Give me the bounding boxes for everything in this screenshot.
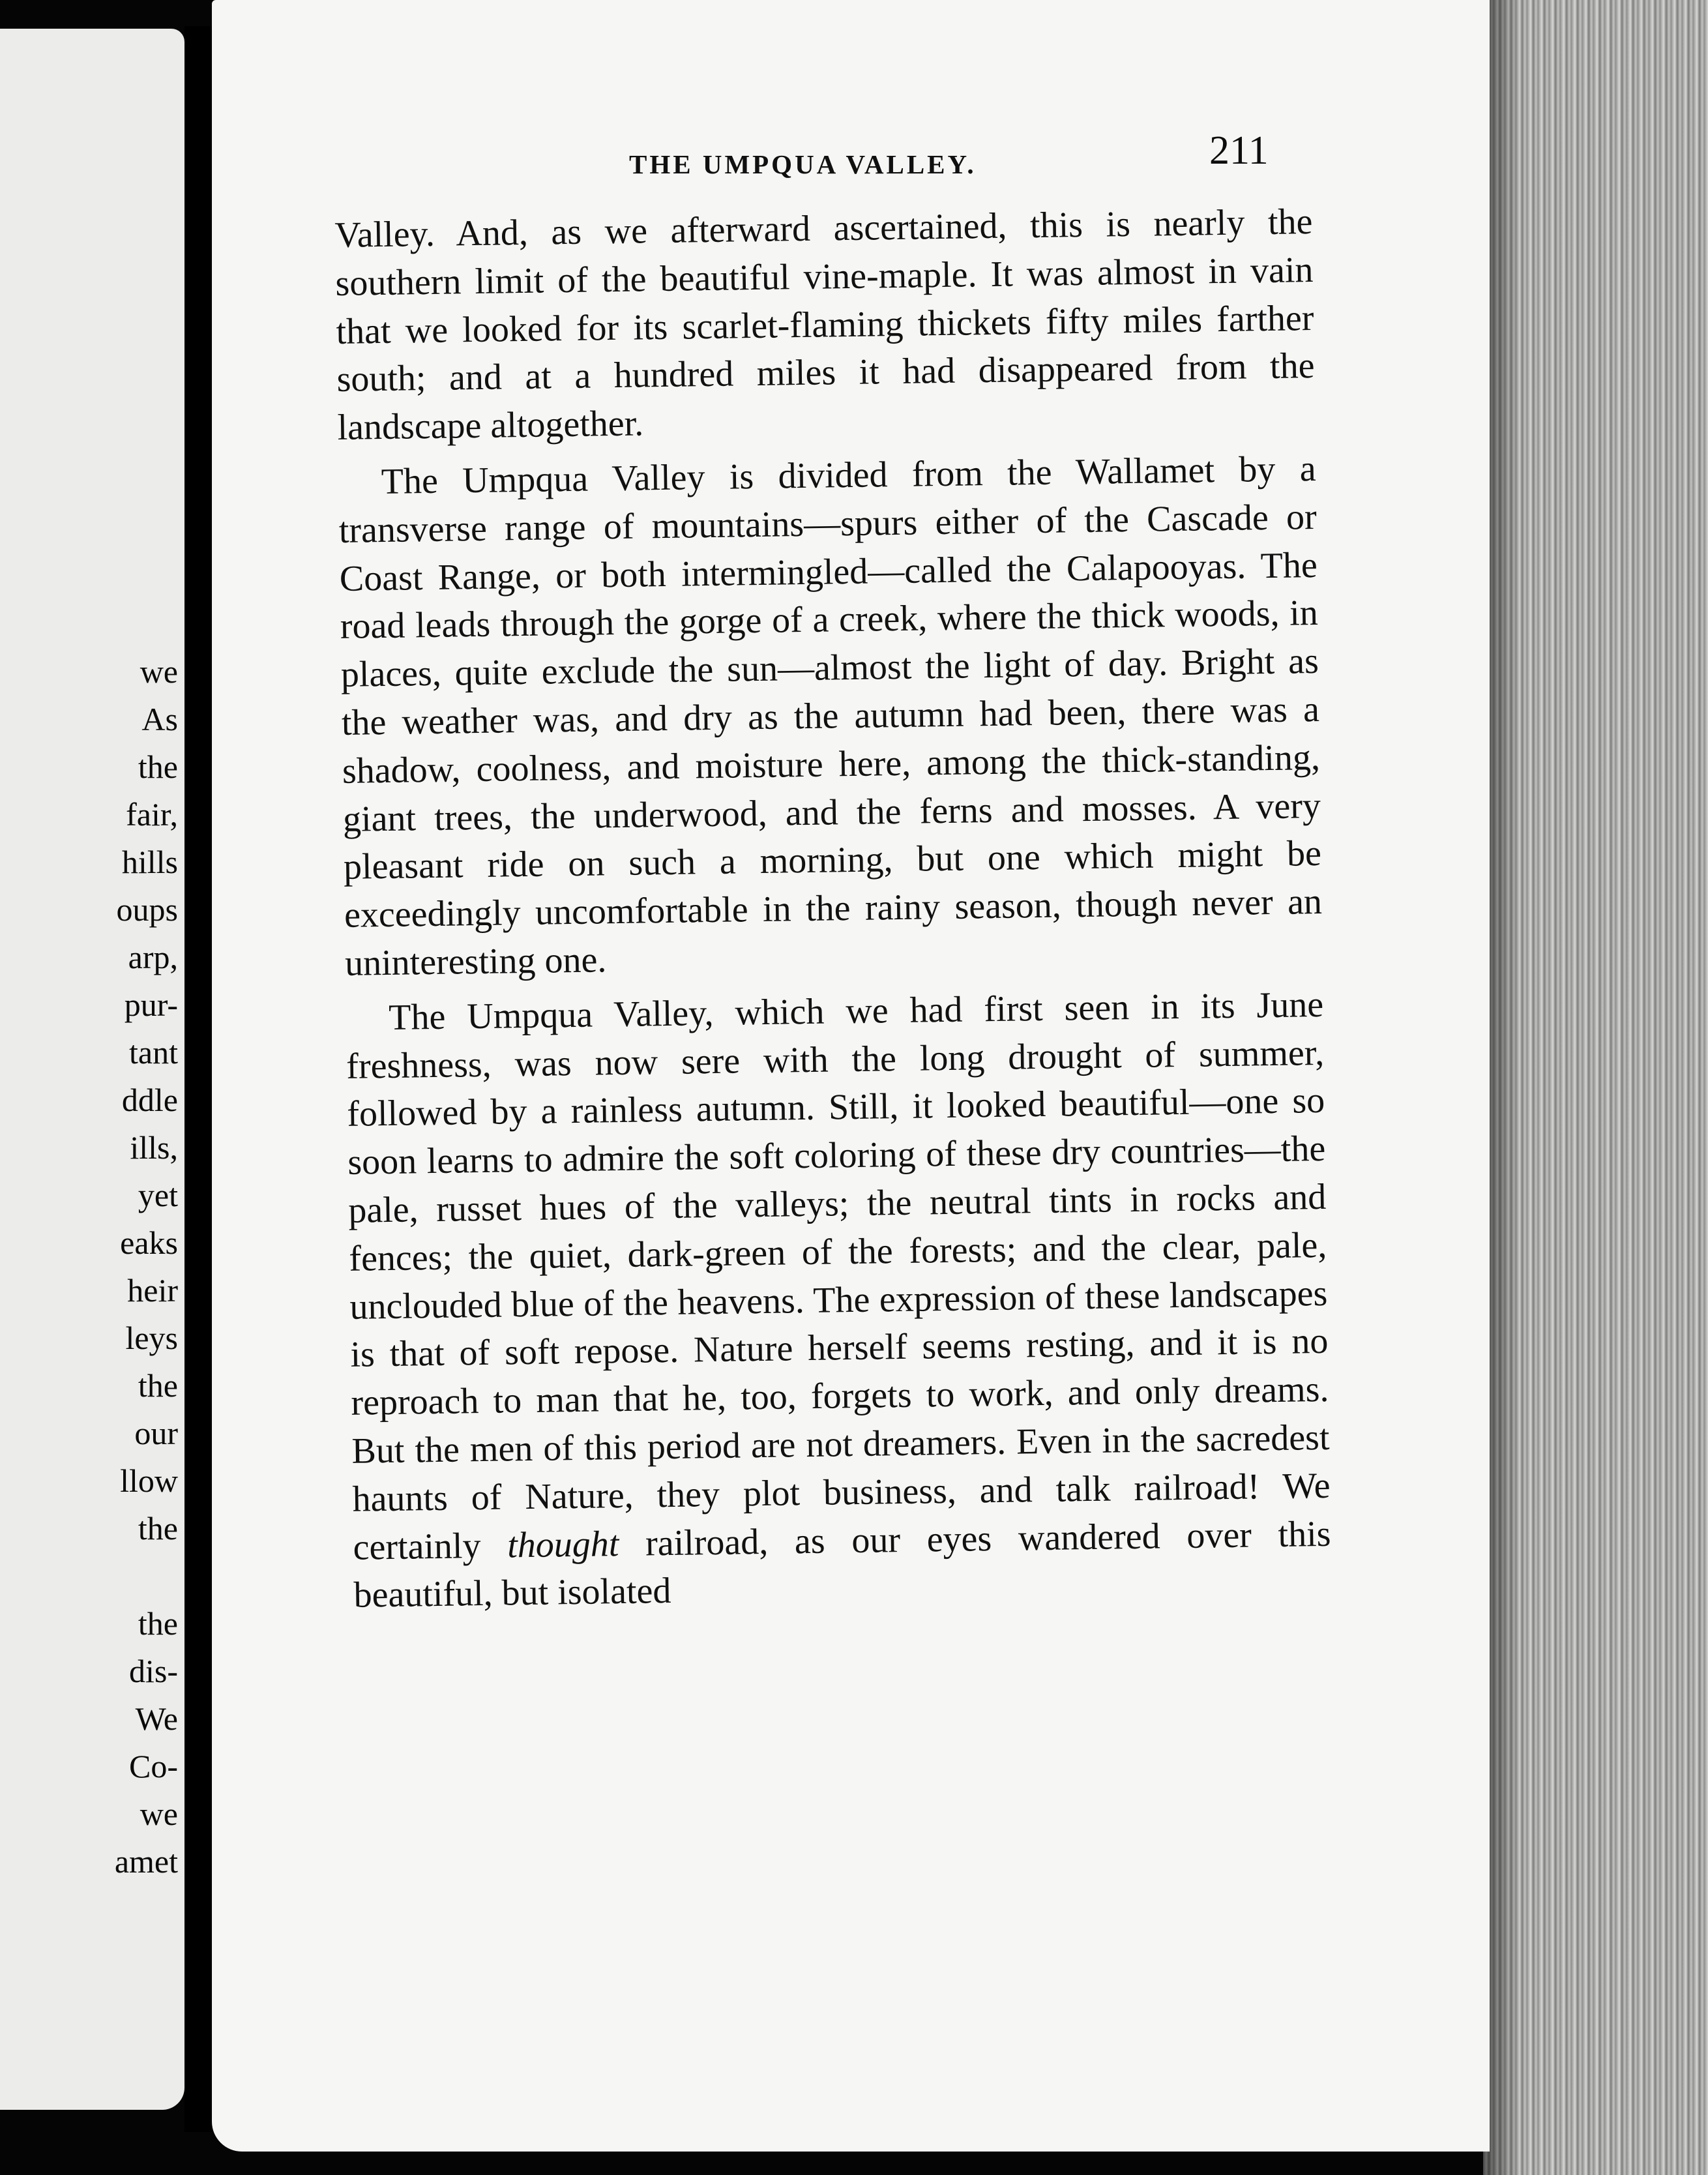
paragraph-calapooyas: The Umpqua Valley is divided from the Wallamet by a transverse range of mountains—spurs either of the Cascade or Coast Range, or both intermingled—called the Calapooyas. The road leads through the gorge of a creek, where the thick woods, in places, quite exclude the sun—almost the light of day. Bright as the weather was, and dry as the autumn had been, there was a shadow, coolness, and moisture here, among the thick-standing, giant trees, the underwood, and the ferns and mosses. A very pleasant ride on such a morning, but one which might be exceedingly uncomfortable in the rainy season, though never an uninteresting one. (338, 449, 1323, 984)
left-fragment: dis- (129, 1653, 178, 1689)
left-fragment: eaks (120, 1224, 178, 1261)
left-fragment: Co- (129, 1748, 178, 1784)
paragraph-continuation: Valley. And, as we afterward ascertained, this is nearly the southern limit of the beautiful vine-maple. It was almost in vain that we looked for its scarlet-flaming thickets fifty miles farther south; and at a hundred miles it had disappeared from the landscape altogether. (334, 201, 1315, 449)
left-fragment: pur- (124, 986, 178, 1023)
right-page (212, 0, 1490, 2152)
paragraph-text: The Umpqua Valley, which we had first seen in its June freshness, was now sere with the long drought of summer, followed by a rainless autumn. Still, it looked beautiful—one so soon learns to admire the soft coloring of these dry countries—the pale, russet hues of the valleys; the neutral tints in rocks and fences; the quiet, dark-green of the forests; and the clear, pale, unclouded blue of the heavens. The expression of these landscapes is that of soft repose. Nature herself seems resting, and it is no reproach to man that he, too, forgets to work, and only dreams. But the men of this period are not dreamers. Even in the sacredest haunts of Nature, they plot business, and talk railroad! We certainly (346, 984, 1331, 1568)
left-fragment: hills (121, 844, 178, 880)
left-fragment: llow (120, 1462, 178, 1499)
left-page-line-fragments (2, 648, 178, 1886)
left-fragment: oups (116, 891, 178, 928)
paragraph-umpqua-valley (346, 981, 1332, 1620)
left-fragment: we (140, 653, 178, 690)
left-fragment: the (138, 1510, 178, 1546)
left-fragment: fair, (126, 796, 178, 833)
page-edges (1483, 0, 1708, 2175)
left-fragment: the (138, 1367, 178, 1404)
left-fragment: amet (114, 1843, 178, 1880)
left-fragment: heir (127, 1272, 178, 1309)
italic-word: thought (507, 1523, 619, 1566)
left-fragment: arp, (128, 939, 178, 975)
left-fragment: the (138, 1605, 178, 1642)
left-fragment: yet (138, 1177, 178, 1213)
left-fragment: the (138, 748, 178, 785)
left-fragment: we (140, 1796, 178, 1832)
left-fragment (2, 1552, 178, 1600)
left-page (0, 29, 184, 2110)
left-fragment: As (141, 701, 178, 737)
running-head: THE UMPQUA VALLEY. (629, 149, 977, 179)
left-fragment: ills, (130, 1129, 178, 1166)
page-number: 211 (1209, 128, 1269, 173)
text-column (334, 198, 1332, 1620)
left-fragment: ddle (121, 1082, 178, 1118)
book-gutter (184, 26, 212, 2132)
paragraph-text-tail: railroad, as our eyes wandered over this beautiful, but isolated (353, 1513, 1331, 1616)
left-fragment: We (135, 1700, 178, 1737)
left-fragment: tant (129, 1034, 178, 1071)
left-fragment: our (134, 1415, 178, 1451)
left-fragment: leys (125, 1320, 178, 1356)
